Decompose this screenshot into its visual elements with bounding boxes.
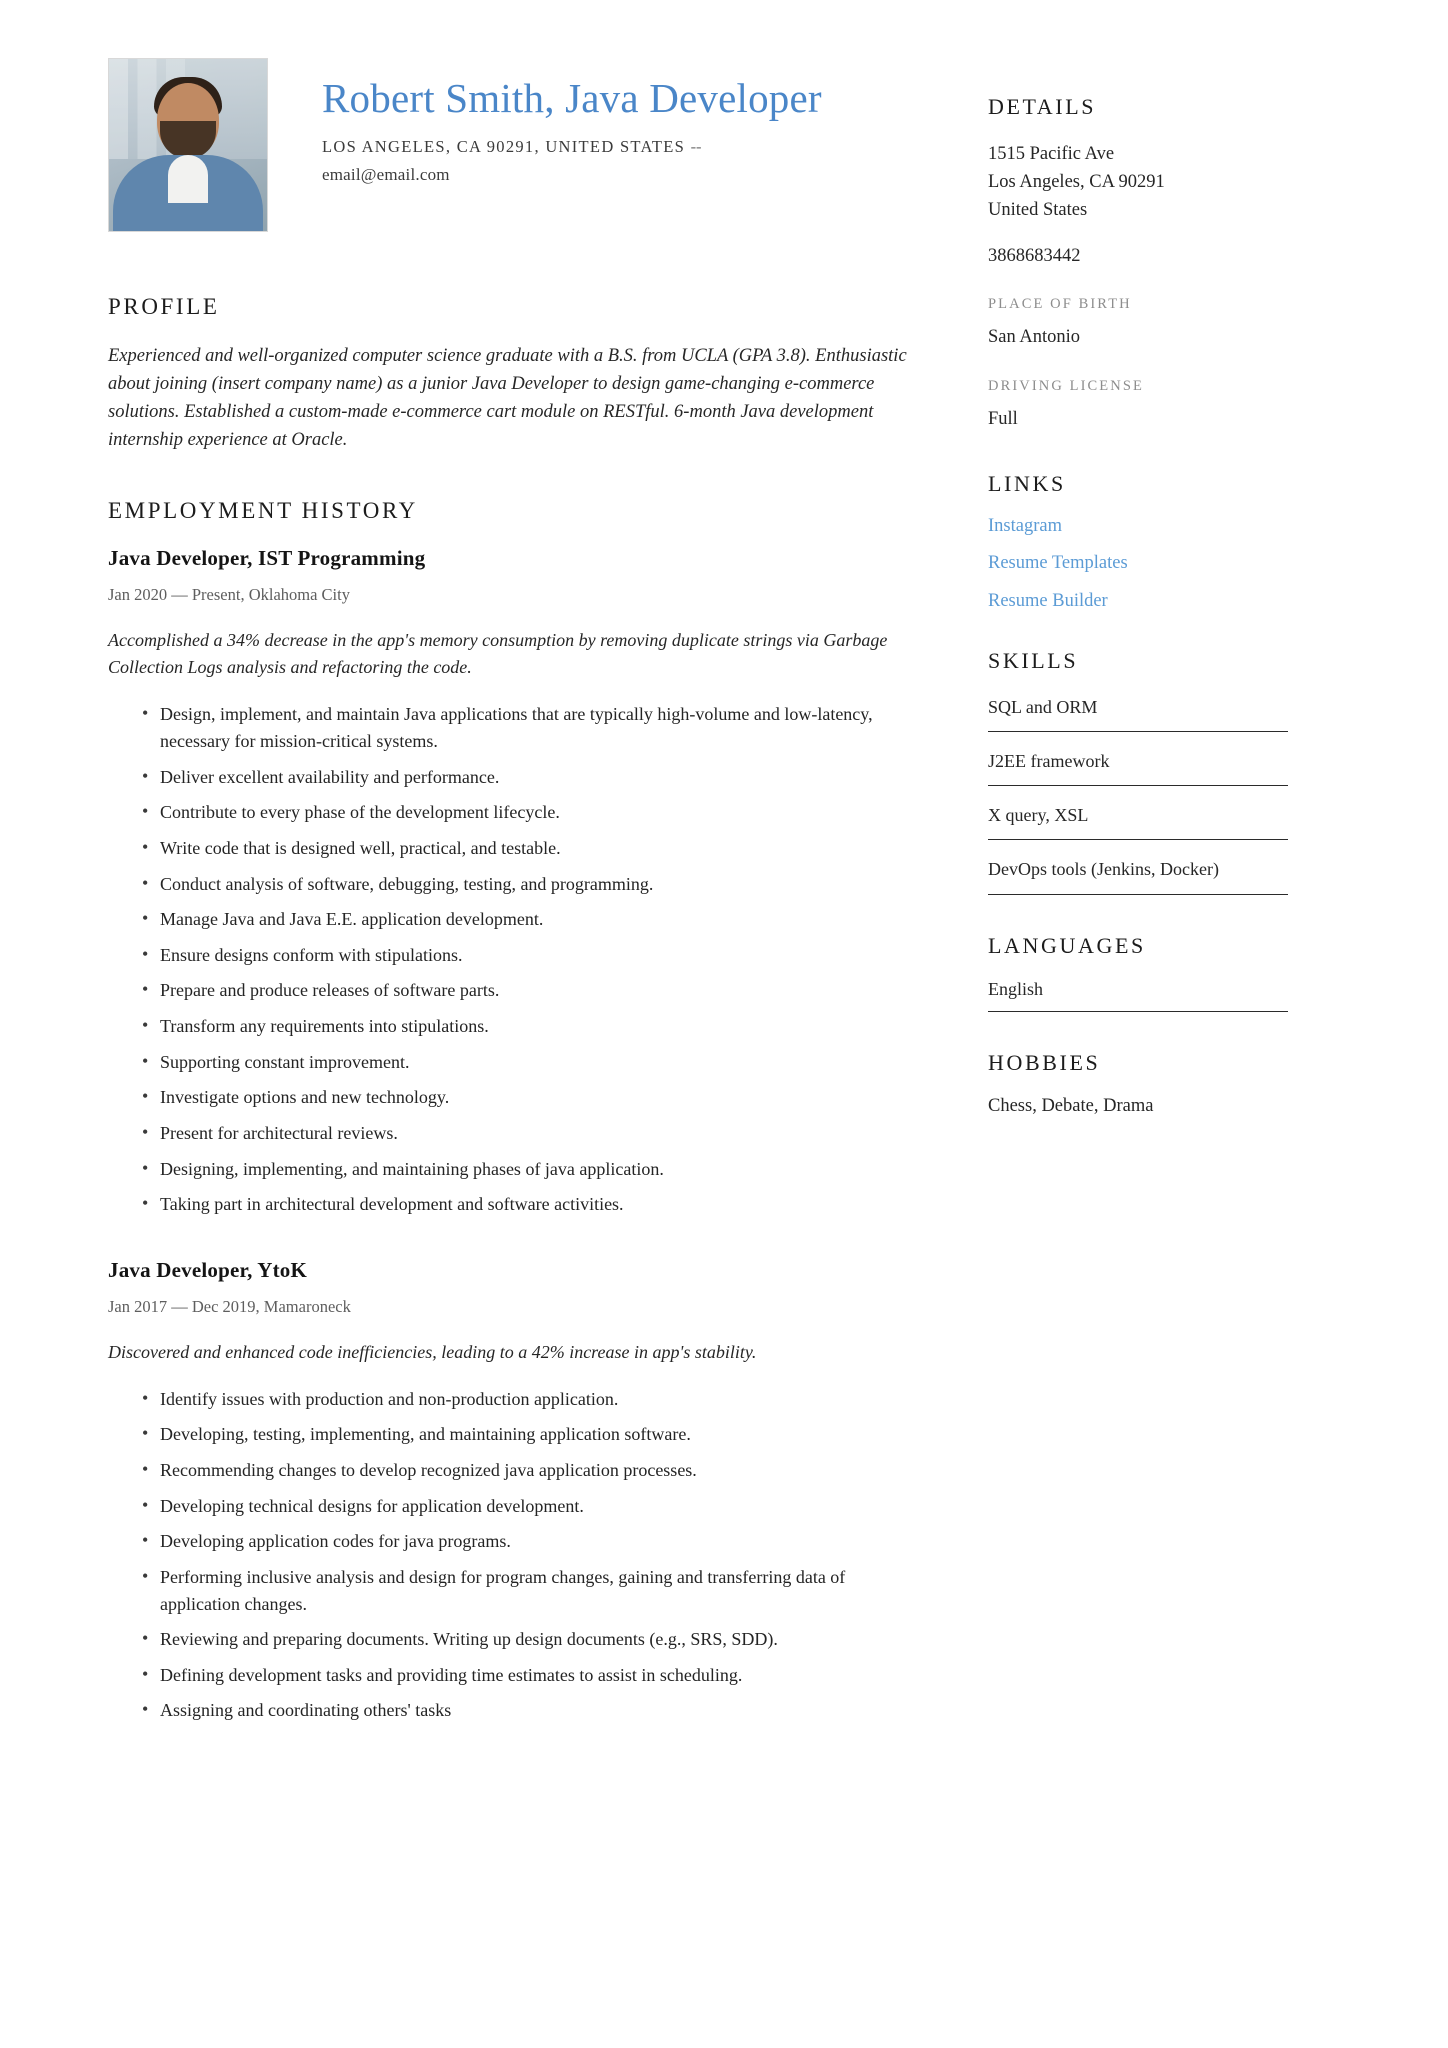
hobbies-section [988, 1050, 1288, 1117]
list-item: • Developing technical designs for application development. [142, 1493, 928, 1520]
skills-section [988, 648, 1288, 894]
profile-heading: PROFILE [108, 294, 220, 319]
list-item: • Developing application codes for java programs. [142, 1528, 928, 1555]
profile-section [108, 294, 928, 454]
sidebar [988, 58, 1288, 2008]
list-item: • Identify issues with production and non-production application. [142, 1386, 928, 1413]
list-item: • Conduct analysis of software, debugging, testing, and programming. [142, 871, 928, 898]
contact-separator: -- [690, 137, 702, 157]
links-section [988, 471, 1288, 611]
list-item: • Manage Java and Java E.E. application development. [142, 906, 928, 933]
employment-heading: EMPLOYMENT HISTORY [108, 498, 418, 524]
job-entry [108, 1258, 928, 1724]
list-item: • Designing, implementing, and maintaining phases of java application. [142, 1156, 928, 1183]
skill-item: SQL and ORM [988, 694, 1288, 732]
list-item: • Supporting constant improvement. [142, 1049, 928, 1076]
address-line-2: Los Angeles, CA 90291 [988, 172, 1165, 193]
job-bullet-list [108, 1386, 928, 1724]
list-item: • Present for architectural reviews. [142, 1120, 928, 1147]
place-of-birth-value: San Antonio [988, 327, 1080, 348]
list-item: • Reviewing and preparing documents. Writing up design documents (e.g., SRS, SDD). [142, 1626, 928, 1653]
profile-photo [108, 58, 268, 232]
hobbies-text: Chess, Debate, Drama [988, 1095, 1154, 1116]
candidate-name: Robert Smith, Java Developer [322, 75, 822, 121]
skill-item: DevOps tools (Jenkins, Docker) [988, 856, 1288, 894]
job-title: Java Developer, IST Programming [108, 546, 426, 571]
job-meta: Jan 2017 — Dec 2019, Mamaroneck [108, 1296, 351, 1316]
skill-item: J2EE framework [988, 748, 1288, 786]
link-instagram[interactable]: Instagram [988, 515, 1062, 536]
link-resume-builder[interactable]: Resume Builder [988, 590, 1108, 611]
job-bullet-list [108, 701, 928, 1217]
languages-section [988, 933, 1288, 1012]
list-item: • Prepare and produce releases of software parts. [142, 977, 928, 1004]
main-column [108, 58, 988, 2008]
list-item: • Contribute to every phase of the development lifecycle. [142, 799, 928, 826]
hobbies-heading: HOBBIES [988, 1049, 1101, 1075]
job-summary: Accomplished a 34% decrease in the app's memory consumption by removing duplicate strings via Garbage Collection Logs analysis and refactoring the code. [108, 630, 888, 678]
details-heading: DETAILS [988, 94, 1097, 119]
driving-license-label: DRIVING LICENSE [988, 377, 1144, 394]
language-item: English [988, 979, 1288, 1012]
skills-heading: SKILLS [988, 648, 1079, 674]
list-item: • Developing, testing, implementing, and maintaining application software. [142, 1421, 928, 1448]
list-item: • Taking part in architectural development and software activities. [142, 1191, 928, 1218]
location-text: LOS ANGELES, CA 90291, UNITED STATES [322, 137, 686, 157]
job-title: Java Developer, YtoK [108, 1257, 307, 1282]
address-line-1: 1515 Pacific Ave [988, 144, 1115, 164]
phone-number: 3868683442 [988, 246, 1081, 267]
details-section [988, 94, 1288, 433]
list-item: • Assigning and coordinating others' tasks [142, 1697, 928, 1724]
header-text [322, 58, 822, 185]
skill-item: X query, XSL [988, 802, 1288, 840]
list-item: • Transform any requirements into stipulations. [142, 1013, 928, 1040]
photo-shirt [113, 155, 263, 231]
job-meta: Jan 2020 — Present, Oklahoma City [108, 585, 350, 605]
list-item: • Ensure designs conform with stipulations. [142, 942, 928, 969]
driving-license-value: Full [988, 408, 1018, 429]
list-item: • Performing inclusive analysis and design for program changes, gaining and transferring data of application changes. [142, 1564, 928, 1617]
place-of-birth-label: PLACE OF BIRTH [988, 296, 1132, 313]
list-item: • Recommending changes to develop recognized java application processes. [142, 1457, 928, 1484]
list-item: • Investigate options and new technology. [142, 1084, 928, 1111]
list-item: • Design, implement, and maintain Java applications that are typically high-volume and low-latency, necessary for mission-critical systems. [142, 701, 928, 754]
list-item: • Defining development tasks and providing time estimates to assist in scheduling. [142, 1662, 928, 1689]
candidate-email: email@email.com [322, 165, 450, 185]
profile-text: Experienced and well-organized computer science graduate with a B.S. from UCLA (GPA 3.8). Enthusiastic about joining (insert company name) as a junior Java Developer to design game-changing e-commerce solutions. Established a custom-made e-commerce cart module on RESTful. 6-month Java development internship experience at Oracle. [108, 346, 907, 451]
candidate-location [322, 137, 822, 157]
address-line-3: United States [988, 200, 1088, 221]
employment-section [108, 498, 928, 1724]
links-heading: LINKS [988, 470, 1066, 496]
list-item: • Write code that is designed well, practical, and testable. [142, 835, 928, 862]
spacer [988, 224, 1288, 242]
resume-header [108, 58, 928, 232]
languages-heading: LANGUAGES [988, 932, 1146, 958]
link-resume-templates[interactable]: Resume Templates [988, 553, 1128, 574]
list-item: • Deliver excellent availability and performance. [142, 764, 928, 791]
job-entry [108, 546, 928, 1217]
job-summary: Discovered and enhanced code inefficiencies, leading to a 42% increase in app's stability. [108, 1341, 757, 1362]
